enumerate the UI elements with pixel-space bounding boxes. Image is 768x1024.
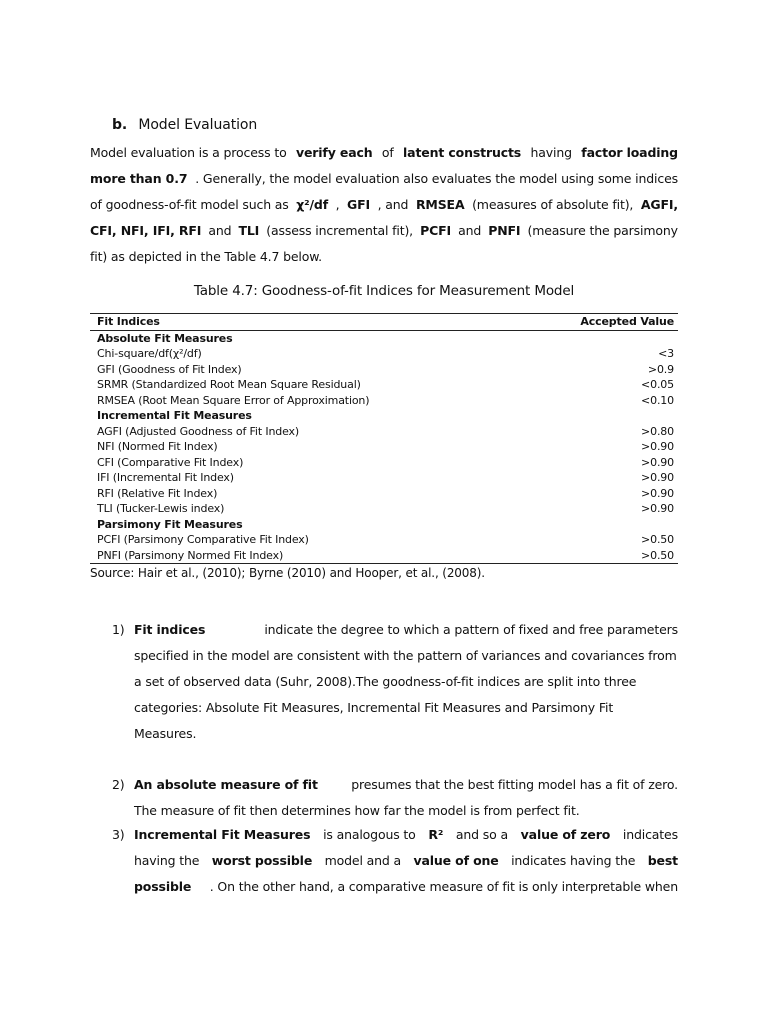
table-source-note: Source: Hair et al., (2010); Byrne (2010) and Hooper, et al., (2008). [90,566,485,580]
bold-text: CFI, NFI, IFI, RFI [90,223,202,238]
text-run: and [208,223,232,238]
table-row [90,548,678,564]
bold-text: more than 0.7 [90,171,188,186]
fit-index-name: CFI (Comparative Fit Index) [97,455,244,469]
table-group-row [90,517,678,533]
fit-index-name: SRMR (Standardized Root Mean Square Residual) [97,378,361,391]
table-row [90,393,678,409]
bold-text: verify each [295,145,373,160]
paragraph-line [90,218,678,244]
list-line [134,695,678,721]
bold-text: Fit indices [134,622,206,637]
accepted-value: >0.50 [519,548,678,564]
accepted-value [519,408,678,424]
list-line [134,643,678,669]
bold-text: RMSEA [415,197,465,212]
text-run: having the [134,853,200,868]
text-run: . On the other hand, a comparative measure of fit is only interpretable when [209,879,678,894]
list-marker: 3) [112,827,125,842]
table-group-row [90,330,678,346]
accepted-value: >0.90 [641,440,674,453]
text-run: and [458,223,482,238]
list-line [134,617,678,643]
list-line [134,669,678,695]
table-row [90,377,678,393]
bold-text: PNFI [488,223,521,238]
accepted-value: <3 [658,347,674,360]
list-item-body [134,772,678,824]
text-run: , and [377,197,409,212]
table-row [90,470,678,486]
text-run: indicates having the [511,853,636,868]
bold-text: TLI [238,223,260,238]
table-caption: Table 4.7: Goodness-of-fit Indices for Measurement Model [193,283,575,299]
text-run: , [335,197,340,212]
table-row [90,439,678,455]
text-run: categories: Absolute Fit Measures, Incremental Fit Measures and Parsimony Fit [134,700,614,715]
text-run: (measures of absolute fit), [472,197,634,212]
paragraph-line [90,166,678,192]
accepted-value: >0.80 [641,424,674,438]
text-run: having [530,145,572,160]
accepted-value: <0.10 [641,393,674,407]
text-run: a set of observed data (Suhr, 2008).The goodness-of-fit indices are split into three [134,674,637,689]
fit-index-name: AGFI (Adjusted Goodness of Fit Index) [97,424,300,438]
fit-index-name: IFI (Incremental Fit Index) [97,471,234,484]
bold-text: χ²/df [296,197,329,212]
text-run: and so a [455,827,508,842]
bold-text: best [647,853,678,868]
text-run: presumes that the best fitting model has a fit of zero. [351,777,678,792]
fit-index-name: TLI (Tucker-Lewis index) [97,502,225,515]
text-run: of goodness-of-fit model such as [90,197,289,212]
bold-text: R² [428,827,444,842]
table-header-row [90,314,678,331]
bold-text: factor loading [581,145,678,160]
paragraph-line [90,192,678,218]
header-accepted-value: Accepted Value [519,314,678,331]
list-line [134,874,678,900]
text-run: specified in the model are consistent with the pattern of variances and covariances from [134,648,677,663]
accepted-value [519,330,678,346]
intro-paragraph [90,140,678,270]
bold-text: worst possible [211,853,313,868]
list-item-body [134,617,678,747]
fit-index-name: PCFI (Parsimony Comparative Fit Index) [97,533,309,546]
section-heading [112,117,257,133]
fit-index-name: Incremental Fit Measures [97,409,252,422]
table-row [90,486,678,502]
table-row [90,362,678,378]
text-run: fit) as depicted in the Table 4.7 below. [90,249,322,264]
text-run: (assess incremental fit), [266,223,413,238]
list-marker: 2) [112,777,125,792]
text-run: is analogous to [323,827,416,842]
header-fit-indices: Fit Indices [90,314,519,331]
list-line [134,848,678,874]
list-line [134,772,678,798]
bold-text: PCFI [420,223,451,238]
fit-index-name: RMSEA (Root Mean Square Error of Approximation) [97,393,370,407]
text-run: Measures. [134,726,197,741]
bold-text: possible [134,879,192,894]
accepted-value: <0.05 [641,378,674,391]
fit-index-name: PNFI (Parsimony Normed Fit Index) [90,548,519,564]
bold-text: Incremental Fit Measures [134,827,311,842]
bold-text: value of zero [520,827,611,842]
fit-indices-table [90,313,678,564]
accepted-value: >0.9 [647,362,674,376]
fit-index-name: NFI (Normed Fit Index) [97,440,218,453]
table-row [90,501,678,517]
bold-text: An absolute measure of fit [134,777,318,792]
table-row [90,455,678,471]
fit-index-name: GFI (Goodness of Fit Index) [97,362,242,376]
bold-text: value of one [413,853,499,868]
paragraph-line [90,244,678,270]
text-run: The measure of fit then determines how far the model is from perfect fit. [134,803,580,818]
text-run: . Generally, the model evaluation also evaluates the model using some indices [195,171,678,186]
accepted-value: >0.90 [641,486,674,500]
section-marker: b. [112,117,128,133]
list-line [134,721,678,747]
fit-index-name: Chi-square/df(χ²/df) [97,347,202,360]
table-row [90,532,678,548]
fit-index-name: RFI (Relative Fit Index) [97,486,218,500]
fit-index-name: Absolute Fit Measures [97,331,233,345]
text-run: indicates [622,827,678,842]
table-group-row [90,408,678,424]
accepted-value: >0.90 [641,455,674,469]
list-item-body [134,822,678,900]
fit-index-name: Parsimony Fit Measures [97,517,243,531]
text-run: model and a [324,853,402,868]
accepted-value: >0.90 [641,471,674,484]
accepted-value: >0.50 [641,533,674,546]
table-row [90,346,678,362]
text-run: Model evaluation is a process to [90,145,287,160]
bold-text: AGFI, [640,197,678,212]
list-line [134,822,678,848]
accepted-value [519,517,678,533]
text-run: (measure the parsimony [527,223,678,238]
text-run: indicate the degree to which a pattern of fixed and free parameters [264,622,678,637]
list-line [134,798,678,824]
bold-text: latent constructs [403,145,522,160]
bold-text: GFI [347,197,371,212]
table-row [90,424,678,440]
section-title: Model Evaluation [138,117,258,133]
text-run: of [381,145,394,160]
accepted-value: >0.90 [641,502,674,515]
list-marker: 1) [112,622,125,637]
paragraph-line [90,140,678,166]
